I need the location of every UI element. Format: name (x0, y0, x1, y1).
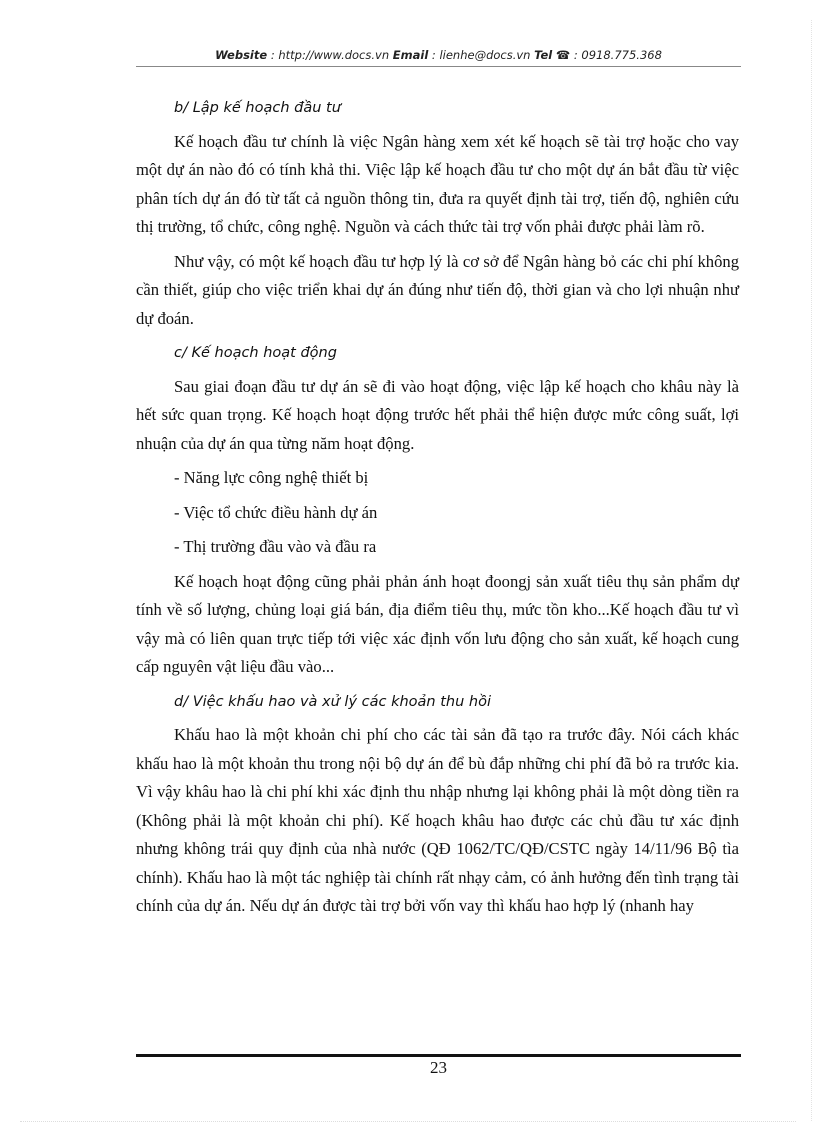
telephone-icon: ☎ (555, 48, 571, 62)
bullet-item: - Thị trường đầu vào và đầu ra (174, 537, 377, 556)
bullet-item: - Năng lực công nghệ thiết bị (174, 468, 369, 487)
website-label: Website (215, 48, 268, 62)
page-edge-dotted-line-right (811, 20, 812, 1121)
tel-value: : 0918.775.368 (573, 48, 662, 62)
bullet-item: - Việc tổ chức điều hành dự án (174, 502, 378, 522)
paragraph: Như vậy, có một kế hoạch đầu tư hợp lý là cơ sở để Ngân hàng bỏ các chi phí không cần thiết, giúp cho việc triển khai dự án đúng như tiến độ, thời gian và cho lợi nhuận như dự đoán. (136, 251, 739, 328)
page-edge-dotted-line (20, 1121, 796, 1122)
document-body (136, 94, 739, 927)
header-divider (136, 66, 741, 67)
page-header (136, 48, 741, 62)
email-label: Email (392, 48, 429, 62)
paragraph: Kế hoạch đầu tư chính là việc Ngân hàng xem xét kế hoạch sẽ tài trợ hoặc cho vay một dự án nào đó có tính khả thi. Việc lập kế hoạch đầu tư cho một dự án bắt đầu từ việc phân tích dự án đó từ tất cả nguồn thông tin, đưa ra quyết định tài trợ, tiến độ, nghiên cứu thị trường, tổ chức, công nghệ. Nguồn và cách thức tài trợ vốn phải được phải làm rõ. (136, 131, 739, 236)
paragraph: Sau giai đoạn đầu tư dự án sẽ đi vào hoạt động, việc lập kế hoạch cho khâu này là hết sức quan trọng. Kế hoạch hoạt động trước hết phải thể hiện được mức công suất, lợi nhuận của dự án qua từng năm hoạt động. (136, 376, 739, 453)
section-heading: d/ Việc khấu hao và xử lý các khoản thu hồi (174, 693, 491, 710)
email-value: : lienhe@docs.vn (431, 48, 531, 62)
section-heading: c/ Kế hoạch hoạt động (174, 345, 337, 361)
paragraph: Kế hoạch hoạt động cũng phải phản ánh hoạt đoongj sản xuất tiêu thụ sản phẩm dự tính về số lượng, chủng loại giá bán, địa điểm tiêu thụ, mức tồn kho...Kế hoạch đầu tư vì vậy mà có liên quan trực tiếp tới việc xác định vốn lưu động cho sản xuất, kế hoạch cung cấp nguyên vật liệu đầu vào... (136, 571, 739, 676)
footer-divider (136, 1054, 741, 1057)
section-heading: b/ Lập kế hoạch đầu tư (174, 100, 341, 116)
page-number: 23 (430, 1058, 447, 1077)
website-value: : http://www.docs.vn (270, 48, 390, 62)
paragraph: Khấu hao là một khoản chi phí cho các tài sản đã tạo ra trước đây. Nói cách khác khấu hao là một khoản thu trong nội bộ dự án để bù đắp những chi phí đã bỏ ra trước kia. Vì vậy khâu hao là chi phí khi xác định thu nhập nhưng lại không phải là một dòng tiền ra (Không phải là một khoản chi phí). Kế hoạch khâu hao được các chủ đầu tư xác định nhưng không trái quy định của nhà nước (QĐ 1062/TC/QĐ/CSTC ngày 14/11/96 Bộ tìa chính). Khấu hao là một tác nghiệp tài chính rất nhạy cảm, có ảnh hưởng đến tình trạng tài chính của dự án. Nếu dự án được tài trợ bởi vốn vay thì khấu hao hợp lý (nhanh hay (136, 725, 739, 915)
tel-label: Tel (534, 48, 553, 62)
